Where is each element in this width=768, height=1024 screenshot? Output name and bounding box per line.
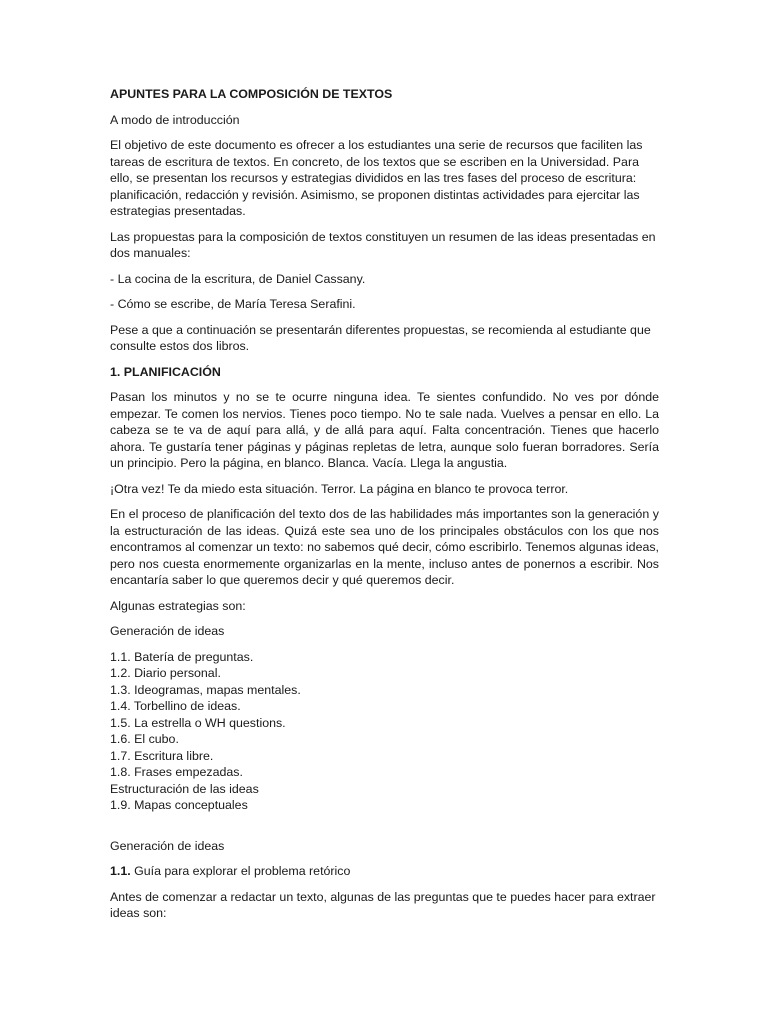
- intro-paragraph-1: El objetivo de este documento es ofrecer a los estudiantes una serie de recursos que faciliten las tareas de escritura de textos. En concreto, de los textos que se escriben en la Universidad. Para ello, se presentan los recursos y estrategias divididos en las tres fases del proceso de escritura: planificación, redacción y revisión. Asimismo, se proponen distintas actividades para ejercitar las estrategias presentadas.: [110, 138, 643, 218]
- section-heading-planificacion: 1. PLANIFICACIÓN: [110, 364, 221, 379]
- intro-paragraph-3: Pese a que a continuación se presentarán diferentes propuestas, se recomienda al estudiante que consulte estos dos libros.: [110, 322, 651, 353]
- section1-paragraph-2: ¡Otra vez! Te da miedo esta situación. Terror. La página en blanco te provoca terror.: [110, 481, 569, 496]
- list-item: 1.4. Torbellino de ideas.: [110, 699, 241, 713]
- list-item: 1.8. Frases empezadas.: [110, 765, 243, 779]
- subsection-title: Guía para explorar el problema retórico: [130, 864, 351, 878]
- final-paragraph: Antes de comenzar a redactar un texto, algunas de las preguntas que te puedes hacer para extraer ideas son:: [110, 889, 656, 920]
- list-item: Estructuración de las ideas: [110, 781, 259, 796]
- manual-reference-2: - Cómo se escribe, de María Teresa Serafini.: [110, 297, 356, 311]
- list-item: 1.7. Escritura libre.: [110, 748, 214, 763]
- strategies-list: [110, 649, 659, 814]
- subsection-number: 1.1.: [110, 864, 131, 878]
- list-item: 1.9. Mapas conceptuales: [110, 798, 248, 812]
- subsection-heading: [110, 863, 659, 880]
- generation-heading: Generación de ideas: [110, 624, 225, 638]
- document-page: [110, 86, 659, 931]
- manual-reference-1: - La cocina de la escritura, de Daniel Cassany.: [110, 271, 366, 286]
- list-item: 1.6. El cubo.: [110, 732, 179, 746]
- list-item: 1.1. Batería de preguntas.: [110, 649, 254, 664]
- intro-heading: A modo de introducción: [110, 112, 240, 127]
- document-title: APUNTES PARA LA COMPOSICIÓN DE TEXTOS: [110, 87, 393, 101]
- section1-paragraph-3: En el proceso de planificación del texto dos de las habilidades más importantes son la generación y la estructuración de las ideas. Quizá este sea uno de los principales obstáculos con los que nos encontramos al comenzar un texto: no sabemos qué decir, cómo escribirlo. Tenemos algunas ideas, pero nos cuesta enormemente organizarlas en la mente, incluso antes de ponernos a escribir. Nos encantaría saber lo que queremos decir y qué queremos decir.: [110, 507, 659, 587]
- list-item: 1.5. La estrella o WH questions.: [110, 715, 286, 730]
- generation-heading-2: Generación de ideas: [110, 838, 225, 853]
- list-item: 1.2. Diario personal.: [110, 666, 221, 680]
- strategies-intro: Algunas estrategias son:: [110, 598, 246, 613]
- list-item: 1.3. Ideogramas, mapas mentales.: [110, 682, 301, 697]
- section1-paragraph-1: Pasan los minutos y no se te ocurre ninguna idea. Te sientes confundido. No ves por dónde empezar. Te comen los nervios. Tienes poco tiempo. No te sale nada. Vuelves a pensar en ello. La cabeza se te va de aquí para allá, y de allá para aquí. Falta concentración. Tienes que hacerlo ahora. Te gustaría tener páginas y páginas repletas de letra, aunque solo fueran borradores. Sería un principio. Pero la página, en blanco. Blanca. Vacía. Llega la angustia.: [110, 390, 659, 470]
- intro-paragraph-2: Las propuestas para la composición de textos constituyen un resumen de las ideas presentadas en dos manuales:: [110, 229, 656, 260]
